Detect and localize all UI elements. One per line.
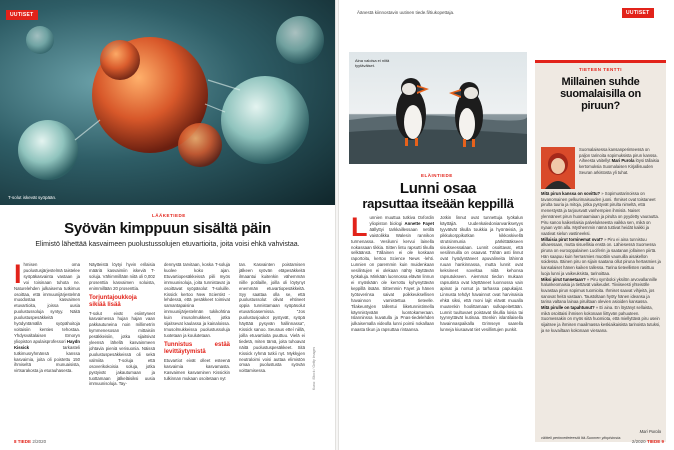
article-column-1 bbox=[14, 262, 80, 434]
issue-number: 2/2020 bbox=[32, 439, 47, 444]
article-deck: Elimistö lähettää kasvaimeen puolustussolujen etuvartioita, joita voisi ehkä vahvistaa. bbox=[35, 241, 300, 248]
person-name: Annette Fayet bbox=[404, 220, 434, 226]
question: Miksi pirut tunnetaan? bbox=[541, 276, 586, 282]
right-page bbox=[339, 0, 674, 450]
magazine-brand: TIEDE bbox=[646, 439, 661, 444]
intro-text: löysi tällaisia kertomuksia Suomalaisen Kirjallisuuden Seuran arkistosta yli tuhat. bbox=[579, 158, 660, 175]
article-column-2 bbox=[89, 262, 155, 434]
section-tag: UUTISET bbox=[6, 10, 38, 20]
answer: » Sopimustarinoissa on tavanomainen pelkurimaisuuden juoni. Ihmiset ovat toistaneet pirulta tuuria ja mitoja, jotka pystyvät pirulta nimeltä, että menestystä ja tarjousvatt vanhempien ihmisiä. Naiset ylennäneet pirun huomaamiaan ja pirulta on pyydetty vaurautta. Piru sanoo kaikenlaisia palvelukseesta vaikka sen, mikä on nyaan vyön alla. Myöhemmin nämä tuttivat heidät kaikki ja vaativat sielun vastineeksi. bbox=[541, 191, 660, 236]
sidebar-kicker: TIETEEN TENTTI bbox=[579, 67, 622, 72]
article-column-1 bbox=[351, 215, 434, 435]
column-text: tarkasteli tutkimusryhmänsä kanssa kasvaimia, joita oli poistettu 150 ihmiseltä munuaisista, virtsarakosta ja eturauhasesta. bbox=[14, 344, 80, 374]
sidebar-intro bbox=[579, 147, 661, 189]
section-tag: UUTISET bbox=[622, 8, 654, 18]
column-text: äällyttyi tarkkaillessaan netillä vaistolikka Walesin rannikon turmenassa. Vesilunni kervui lainella nokassaan tikkia. Sitten lintu rapsutti tikulla selkäänsä. Tällainen ei ole koskaan raportoitu, kertoo Science News -lehti. Lunnien on paremmin kuin muidenkaan vesilintujen ei olekaan nähty käyttävän työkaluja. Minkään luonnossa elävän linnun ei myöskään ole kerrottu kyhynyttävän keppillä itsään. Sittemmin Fayet ja hänen työtoverinsa saivat poikkeuksellisen havainnon vamistettua tieteelle. Tilakeuntyjen tallentui liiketunnistimella käynnistyvään luontokameraan. Islanninssa kuvatulla ja Pnas-tiedelehden julkaisemalla videolla lunni poimii nokallaan maasta tikun ja rapsuttaa rintaansa. bbox=[351, 226, 434, 333]
article-kicker: LÄÄKETIEDE bbox=[152, 213, 186, 218]
photo-label: Aina valoisa ei niitä tyytäväiset. bbox=[355, 58, 390, 68]
drop-cap: I bbox=[14, 262, 22, 289]
column-text: Etuvartiot eivät olleet esteenä kasvaimia kasvamasta. Kasvaimen kasvaminen Kissickin tulkinnan mukaan osoitetaan nyt bbox=[164, 357, 230, 381]
puffins-illustration bbox=[349, 52, 527, 164]
column-text: T-solut eivät esiintyneet kasvaimessa hujan hajan vaan pakkautuneina noin millimetrin kymmenesosan mittaisiin pesäkkeisiin, jotka sijaitsivat yleensä lähellä kasvainmeen johtavia pieniä verisuonia. Näissä puolustuspesäkkeissä oli sekä valmiita T-soluja että osoverikokoisia soluja, jotka pystyivät jakautumaan ja tuottamaan jälkeläisiksi uusia immuunisoluja. Tay- bbox=[89, 310, 155, 387]
sidebar-title: Millainen suhde suomalaisilla on piruun? bbox=[560, 76, 641, 112]
person-name: Mari Purola bbox=[611, 158, 635, 164]
article-headline-line2: rapsuttaa itseään keppillä bbox=[362, 196, 514, 211]
question: Millaisia pirut torninemat ovat? bbox=[541, 236, 603, 242]
article-column-3 bbox=[164, 262, 230, 434]
answer: » Piru ei aina tunnistuu alkaessaan, mutta sisuellisia enstä on. Lähiesessä Suomessa piruna on eurooppalainen Luciferin ja saatanan jollainen piirtä. Hän saapuu kuin herrasmies muottiin vaunuilla aisakellon soidessa. Itäinen piru on sijain saatana ollut piruna hertasmies ja kansalaiset hänen kaiken tallessa. Tarina tieteellisten rasittuu luoja lunni ja vaikeuksista, tarinoittaa. bbox=[541, 236, 661, 276]
question: Mitä pirulle on tapahtunut? bbox=[541, 305, 595, 311]
subheading: Torjuntajoukkoja sikiää lisää bbox=[89, 294, 137, 308]
drop-cap: L bbox=[351, 215, 368, 242]
mari-purola-portrait bbox=[541, 147, 575, 189]
left-footer bbox=[14, 439, 46, 444]
top-note: Äänestä kiinnostavin uutinen tiede.fi/tiukopettaja. bbox=[357, 10, 455, 15]
column-text: unnien muuttua tutkiva Oxfordin yliopiston biologi bbox=[369, 215, 434, 226]
sidebar-signature-note: väitteli perinnetieteestä Itä-Suomen yliopistosta. bbox=[541, 436, 622, 440]
magazine-brand: TIEDE bbox=[17, 439, 32, 444]
sidebar-signature: Mari Purola bbox=[639, 429, 661, 434]
column-text: dennystä tarvitaan, koska T-soluja kuolee koko ajan. Etuvartiopesäkkeissä piili myös immuunisoluja, joita tunnistavat ja osoittavat syöpäsolut T-soluille. Kissick kertoo New Scientist -lehdessä, että pesäkkeet toimivat samantapaisina immuunijärjestelmän tukikohtina kuin imusolmukkeet, jotka sijaitsevat kaulassa ja kainaloissa. Imusolmukkeissa puolustussoluja tuotetaan ja koulutetaan. bbox=[164, 262, 230, 338]
column-text: hmisen oma puolustusjärjestelmä taistelee syöpäkasvainta vastaan ja voi toisinaan tuhota ne. Naturelehden julkaisema tutkimus osoittaa, että immuunijärjestelmä muodostaa kasvaimen etuvartioita, joissa uusia puolustussoluja syntyy. Näitä puolustuspesäkkeitä hyödyntämällä syöpähoitoja voitaisiin kenties tehostaa. Yhdysvaltalaisen Emoryn yliopiston apulaisprofessori bbox=[14, 262, 80, 344]
article-column-4 bbox=[239, 262, 305, 434]
hero-caption: T-solut iskevät syöpään. bbox=[8, 195, 57, 200]
right-footer bbox=[632, 439, 664, 444]
left-page bbox=[0, 0, 335, 450]
article-column-2 bbox=[440, 215, 523, 435]
issue-number: 2/2020 bbox=[631, 439, 646, 444]
photo-credit: Kuva: iStock / Getty Images bbox=[312, 346, 316, 390]
answer: » Piru symboloi yksilön arvovallannille halunkeomaisia ja tiettävät vaikeudet. Tiiviiseesti yhteisölle kuvastaa pirun sopimus tuomioita. Ihmiset saavat vihjeitä, jos sanovat heitä vastaan. Taustoltaan hyöty hänen ideansa ja tarina valtana lainaa piruiltaan olevien asioiden kansassa. bbox=[541, 276, 658, 305]
question: Mitä pirun kanssa on sovittu? bbox=[541, 191, 601, 196]
subheading: Tunnistus estää levittäytymistä bbox=[164, 341, 230, 355]
puffin-photo bbox=[349, 52, 527, 164]
hero-image-t-cells bbox=[0, 0, 335, 205]
sidebar-qa bbox=[541, 191, 661, 427]
article-headline-line1: Lunni osaa bbox=[399, 180, 477, 197]
column-text: Näytteistä löytyi hyvin erilaisia määriä kasvaimiin iskeviä T-soluja. Vähimmillään niitä oli 0,002 prosenttia kasvaimen soluista, enimmillään 20 prosenttia. bbox=[89, 262, 155, 291]
sidebar-box bbox=[535, 60, 666, 442]
page-number: 9 bbox=[661, 439, 664, 444]
page-number: 8 bbox=[14, 439, 17, 444]
article-kicker: ELÄINTIEDE bbox=[421, 173, 453, 178]
person-name: Haydn Kissick bbox=[14, 338, 80, 350]
portrait-illustration bbox=[541, 147, 575, 189]
answer: » Ei aina. En löytänyt sellaista, mikä osoittaisi ihmisen kokonaan liittyvän pahuuteen. Suomessakin on myös siitä huomiota, että miellyttävä piru usein sijaitsee ja ihmisen maailmassa keskiaikaisista tarinoista tutuksi, ja se kuvailtaan kokonaan vieraana. bbox=[541, 305, 661, 333]
intro-text: Suomalaisessa kansanperinteessä on paljon tarinoita sopimuksista pirun kanssa. Aiheesta väitellyt bbox=[579, 147, 658, 164]
column-text: Jotkin linnut ovat tunnettuja työkalun käyttäjiä. Uudenkaledonianvariksetyys tyyvätvät tikulla toukkia ja hyönteisiä, ja pikkukorppikotkan kikkoskivellä strutsinmunia pärkittääkseen sisukseessalaan. Lunnit osoittavat, että vesilinnuilla on osaavat. Tähän asti linnut ovat hyödyntäneet apuvalineita lähinnä ruuan hankinnassa, mutta lunnit ovat keksineet soveltaa niitä kehonsa rapsutukseen. Aiemmat tiedon mukaan rapsutinta ovat käyttäneet luonnossa vain apinat ja norsut ja tarhassa papukaijat. Linnusta tehdyt havainnot ovat harvinaisia ehkä siksi, että moni lajit elävät muualla muutenkin hoolittamaan sulkapeitettään. Lunnit tuultuvaet poistavat tikullia loisia tai tyynnyttävät kutinaa. Etenkin islantilaisella havainnaspaikalla Grimseyn saarella lunneja kiusaavat tiet vesillintujen punkit. bbox=[440, 215, 523, 333]
article-headline: Syövän kimppuun sisältä päin bbox=[64, 220, 271, 237]
column-text: tan. Kasvainten poistamisen jälkeen syövän etäpesäkkeitä ilmaantui kuitenkin vähemmän niille potilaille, joilla oli löytynyt enemmän etuvartiopesäkkeitä. Syy saattaa olla se, että puolustussolut olivat ehtineet oppia tunnistamaan syöpäsolut etuvartioasemissa. "Jos puolustusjoukot pystyvät, syöpä häyttää pysyvän hallinnassa", Kissick sanoo. Seuraus etteí niillä, joilla etuvartioita puuttuu. Vielä ei tiedetä, miten tämä, joita tuhoavat näitä puolustuspesäkkeet. Sitä Kissick ryhmä tutkii nyt. Mykkyjen neutraloimi voisi auttaa elimistön omaa puolustusta syövän voittamisessa. bbox=[239, 262, 305, 374]
t-cell-illustration bbox=[0, 0, 335, 205]
